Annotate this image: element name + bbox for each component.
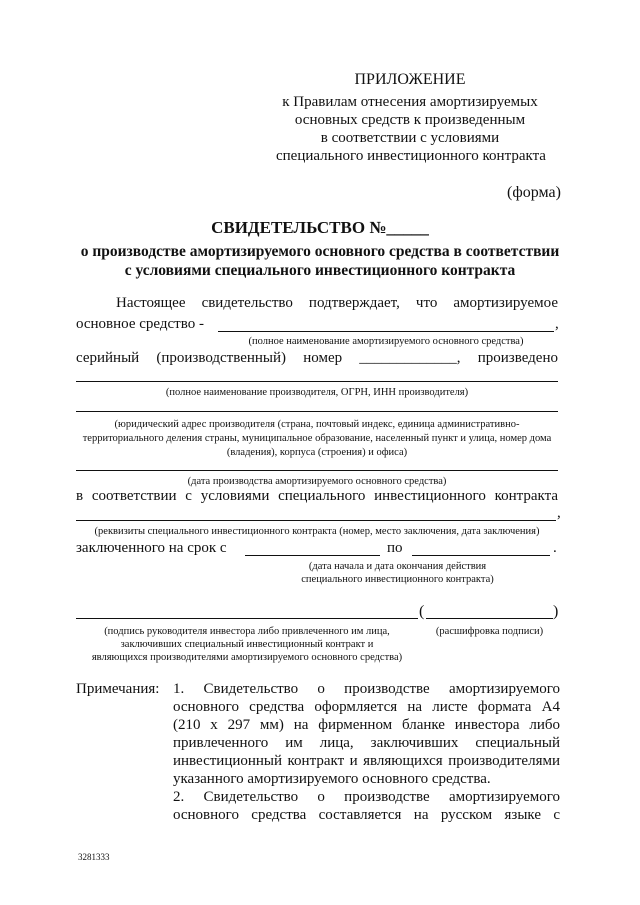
accordance-word: контракта — [494, 488, 558, 504]
accordance-word: с — [185, 488, 192, 504]
accordance-word: специального — [278, 488, 366, 504]
document-number: 3281333 — [78, 852, 110, 862]
note-1-line-2: основного средства оформляется на листе формата А4 — [173, 699, 560, 715]
term-end-field-line — [412, 555, 550, 556]
intro-word: Настоящее — [116, 295, 186, 311]
contract-details-field-line — [76, 520, 556, 521]
note-1-line-5: инвестиционный контракт и являющихся производителями — [173, 753, 560, 769]
contract-comma: , — [557, 505, 561, 521]
term-caption-1: (дата начала и дата окончания действия — [308, 561, 487, 572]
notes-label: Примечания: — [76, 681, 160, 697]
term-caption-2: специального инвестиционного контракта) — [301, 574, 494, 585]
intro-word: подтверждает, — [308, 295, 400, 311]
signature-close-paren: ) — [553, 603, 559, 620]
appendix-line-3: в соответствии с условиями — [320, 130, 500, 146]
note-1-line-6: указанного амортизируемого основного средства. — [173, 771, 491, 787]
signature-decoding-field-line — [426, 618, 553, 619]
signature-caption-3: являющихся производителями амортизируемого основного средства) — [91, 652, 403, 663]
intro-word: свидетельство — [201, 295, 293, 311]
accordance-word: соответствии — [91, 488, 177, 504]
accordance-word: инвестиционного — [374, 488, 486, 504]
note-1-line-1: 1. Свидетельство о производстве амортизируемого — [173, 681, 560, 697]
serial-line — [76, 350, 558, 367]
appendix-line-4: специального инвестиционного контракта — [276, 148, 546, 164]
production-date-field-line — [76, 470, 558, 471]
serial-word: (производственный) — [156, 350, 287, 366]
asset-comma: , — [555, 316, 559, 332]
signature-caption-2: заключивших специальный инвестиционный контракт и — [120, 639, 374, 650]
appendix-line-2: основных средств к произведенным — [294, 112, 526, 128]
document-title: СВИДЕТЕЛЬСТВО №_____ — [211, 218, 429, 237]
asset-label: основное средство - — [76, 316, 204, 332]
term-label: заключенного на срок с — [76, 540, 227, 556]
document-subtitle-1: о производстве амортизируемого основного средства в соответствии — [80, 243, 560, 260]
note-2-line-2: основного средства составляется на русском языке с — [173, 807, 560, 823]
note-2-line-1: 2. Свидетельство о производстве амортизируемого — [173, 789, 560, 805]
form-label: (форма) — [507, 184, 561, 201]
term-period: . — [553, 540, 557, 556]
serial-word: произведено — [477, 350, 558, 366]
term-to-label: по — [387, 540, 403, 556]
intro-word: амортизируемое — [453, 295, 558, 311]
accordance-line — [76, 488, 558, 505]
producer-field-line — [76, 381, 558, 382]
production-date-caption: (дата производства амортизируемого основного средства) — [187, 476, 447, 487]
intro-line — [116, 295, 558, 312]
address-caption-1: (юридический адрес производителя (страна, почтовый индекс, единица административно- — [114, 419, 520, 430]
accordance-word: условиями — [200, 488, 270, 504]
document-subtitle-2: с условиями специального инвестиционного контракта — [124, 262, 516, 279]
contract-details-caption: (реквизиты специального инвестиционного контракта (номер, место заключения, дата заключения) — [94, 526, 540, 537]
accordance-word: в — [76, 488, 84, 504]
note-1-line-4: привлеченного им лица, заключивших специальный — [173, 735, 560, 751]
signature-decoding-caption: (расшифровка подписи) — [435, 626, 544, 637]
address-caption-3: (владения), корпуса (строения) и офиса) — [226, 447, 408, 458]
address-caption-2: территориального деления страны, муниципальное образование, населенный пункт и улица, номер дома — [82, 433, 552, 444]
asset-name-field-line — [218, 331, 554, 332]
appendix-line-1: к Правилам отнесения амортизируемых — [282, 94, 538, 110]
appendix-title: ПРИЛОЖЕНИЕ — [354, 71, 466, 88]
asset-caption: (полное наименование амортизируемого основного средства) — [248, 336, 524, 347]
serial-word: серийный — [76, 350, 140, 366]
note-1-line-3: (210 х 297 мм) на фирменном бланке инвестора либо — [173, 717, 560, 733]
serial-number-blank: _____________, — [359, 350, 461, 366]
address-field-line — [76, 411, 558, 412]
signature-open-paren: ( — [419, 603, 425, 620]
intro-word: что — [415, 295, 438, 311]
serial-word: номер — [303, 350, 343, 366]
term-start-field-line — [245, 555, 380, 556]
signature-field-line — [76, 618, 418, 619]
producer-caption: (полное наименование производителя, ОГРН, ИНН производителя) — [165, 387, 469, 398]
signature-caption-1: (подпись руководителя инвестора либо привлеченного им лица, — [104, 626, 390, 637]
